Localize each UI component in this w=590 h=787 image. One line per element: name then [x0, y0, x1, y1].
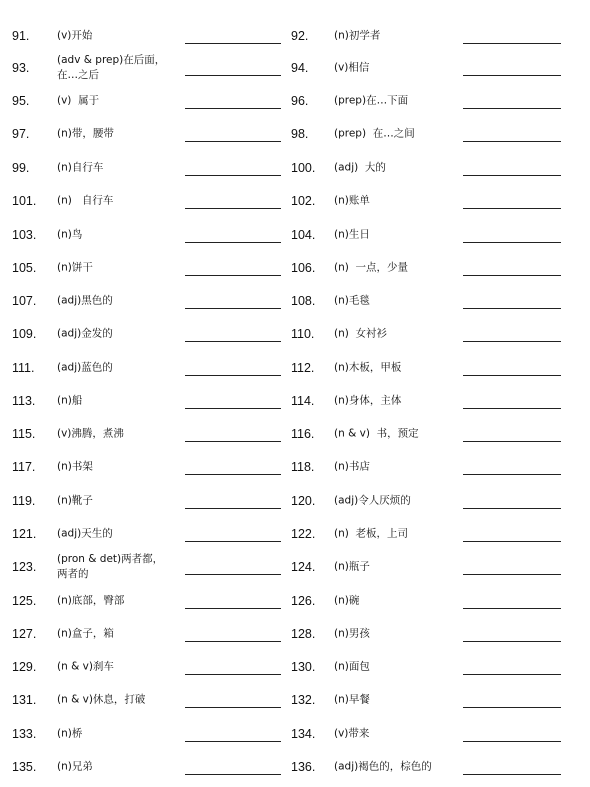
item-number: 102.	[291, 194, 316, 208]
item-number: 92.	[291, 29, 309, 43]
answer-blank[interactable]	[463, 75, 561, 76]
item-number: 105.	[12, 261, 37, 275]
answer-blank[interactable]	[463, 741, 561, 742]
item-number: 103.	[12, 228, 37, 242]
item-definition: (n)兄弟	[57, 760, 93, 773]
answer-blank[interactable]	[463, 375, 561, 376]
item-definition: (n) 老板，上司	[334, 527, 409, 540]
answer-blank[interactable]	[463, 674, 561, 675]
item-definition: (adj) 大的	[334, 161, 386, 174]
vocab-item	[0, 21, 590, 51]
item-number: 93.	[12, 61, 30, 75]
item-definition: (n)生日	[334, 228, 370, 241]
vocab-item	[0, 685, 590, 715]
item-number: 100.	[291, 161, 316, 175]
item-number: 98.	[291, 127, 309, 141]
item-definition: (n)瓶子	[334, 560, 370, 573]
item-definition: (n)船	[57, 394, 83, 407]
answer-blank[interactable]	[463, 242, 561, 243]
item-number: 130.	[291, 660, 316, 674]
answer-blank[interactable]	[463, 541, 561, 542]
item-number: 134.	[291, 727, 316, 741]
item-definition: (n)靴子	[57, 494, 93, 507]
item-definition: (n)底部，臀部	[57, 594, 125, 607]
item-definition: (n)书店	[334, 460, 370, 473]
answer-blank[interactable]	[463, 608, 561, 609]
item-definition: (adj)黑色的	[57, 294, 113, 307]
item-number: 95.	[12, 94, 30, 108]
vocab-item	[0, 119, 590, 149]
item-definition: (v)开始	[57, 29, 93, 42]
item-number: 96.	[291, 94, 309, 108]
item-number: 111.	[12, 361, 35, 375]
item-definition: (n)盒子，箱	[57, 627, 114, 640]
item-definition: (n)面包	[334, 660, 370, 673]
item-number: 106.	[291, 261, 316, 275]
item-number: 120.	[291, 494, 316, 508]
item-definition: (pron & det)两者都， 两者的	[57, 553, 164, 580]
item-number: 119.	[12, 494, 36, 508]
item-definition: (v) 属于	[57, 94, 100, 107]
item-number: 129.	[12, 660, 37, 674]
answer-blank[interactable]	[463, 707, 561, 708]
vocab-item	[0, 719, 590, 749]
item-number: 118.	[291, 460, 315, 474]
item-definition: (prep) 在…之间	[334, 127, 415, 140]
item-definition: (prep)在…下面	[334, 94, 409, 107]
item-number: 107.	[12, 294, 37, 308]
answer-blank[interactable]	[463, 508, 561, 509]
item-number: 99.	[12, 161, 30, 175]
vocab-item	[0, 386, 590, 416]
vocab-item	[0, 452, 590, 482]
item-number: 97.	[12, 127, 30, 141]
item-definition: (adj)天生的	[57, 527, 113, 540]
item-definition: (v)带来	[334, 727, 370, 740]
item-number: 126.	[291, 594, 316, 608]
answer-blank[interactable]	[463, 43, 561, 44]
item-number: 121.	[12, 527, 37, 541]
item-definition: (n)早餐	[334, 693, 370, 706]
answer-blank[interactable]	[463, 574, 561, 575]
item-definition: (n)账单	[334, 194, 370, 207]
item-definition: (adj)褐色的，棕色的	[334, 760, 432, 773]
item-number: 124.	[291, 560, 316, 574]
answer-blank[interactable]	[463, 408, 561, 409]
item-number: 135.	[12, 760, 37, 774]
item-number: 116.	[291, 427, 315, 441]
item-number: 113.	[12, 394, 36, 408]
item-definition: (n) 一点，少量	[334, 261, 409, 274]
vocab-item	[0, 652, 590, 682]
item-definition: (n)毛毯	[334, 294, 370, 307]
item-definition: (n)身体，主体	[334, 394, 402, 407]
answer-blank[interactable]	[463, 208, 561, 209]
item-definition: (v)相信	[334, 61, 370, 74]
item-number: 101.	[12, 194, 37, 208]
answer-blank[interactable]	[463, 474, 561, 475]
item-definition: (n)书架	[57, 460, 93, 473]
item-definition: (n)男孩	[334, 627, 370, 640]
item-number: 108.	[291, 294, 316, 308]
vocab-item	[0, 353, 590, 383]
item-number: 128.	[291, 627, 316, 641]
answer-blank[interactable]	[463, 774, 561, 775]
item-definition: (n & v)休息，打破	[57, 693, 146, 706]
vocab-item	[0, 619, 590, 649]
item-number: 109.	[12, 327, 37, 341]
item-number: 131.	[12, 693, 37, 707]
answer-blank[interactable]	[463, 341, 561, 342]
item-definition: (adj)金发的	[57, 327, 113, 340]
vocab-item	[0, 86, 590, 116]
item-number: 94.	[291, 61, 309, 75]
item-number: 104.	[291, 228, 316, 242]
item-definition: (n)自行车	[57, 161, 104, 174]
item-number: 123.	[12, 560, 37, 574]
answer-blank[interactable]	[463, 275, 561, 276]
item-number: 125.	[12, 594, 37, 608]
vocab-item	[0, 220, 590, 250]
answer-blank[interactable]	[463, 108, 561, 109]
item-definition: (adv & prep)在后面， 在…之后	[57, 54, 166, 81]
item-definition: (n)饼干	[57, 261, 93, 274]
item-definition: (n) 女衬衫	[334, 327, 388, 340]
item-definition: (n) 自行车	[57, 194, 114, 207]
vocab-item	[0, 153, 590, 183]
item-definition: (n & v)刹车	[57, 660, 114, 673]
item-number: 91.	[12, 29, 30, 43]
item-number: 122.	[291, 527, 316, 541]
item-number: 117.	[12, 460, 36, 474]
item-number: 136.	[291, 760, 316, 774]
vocab-item	[0, 253, 590, 283]
item-number: 115.	[12, 427, 36, 441]
item-definition: (adj)令人厌烦的	[334, 494, 411, 507]
item-number: 112.	[291, 361, 315, 375]
item-number: 114.	[291, 394, 315, 408]
answer-blank[interactable]	[463, 441, 561, 442]
item-definition: (n)鸟	[57, 228, 83, 241]
item-number: 110.	[291, 327, 315, 341]
vocab-item	[0, 186, 590, 216]
vocab-item	[0, 586, 590, 616]
item-definition: (v)沸腾，煮沸	[57, 427, 124, 440]
item-number: 127.	[12, 627, 37, 641]
item-definition: (n)带，腰带	[57, 127, 114, 140]
item-definition: (n)木板，甲板	[334, 361, 402, 374]
vocab-item	[0, 552, 590, 582]
item-definition: (n)初学者	[334, 29, 381, 42]
vocab-item	[0, 53, 590, 83]
item-definition: (n)桥	[57, 727, 83, 740]
vocab-item	[0, 319, 590, 349]
vocab-item	[0, 419, 590, 449]
answer-blank[interactable]	[463, 141, 561, 142]
item-number: 132.	[291, 693, 316, 707]
item-definition: (n)碗	[334, 594, 360, 607]
answer-blank[interactable]	[463, 641, 561, 642]
item-definition: (adj)蓝色的	[57, 361, 113, 374]
item-definition: (n & v) 书，预定	[334, 427, 419, 440]
vocab-item	[0, 519, 590, 549]
answer-blank[interactable]	[463, 308, 561, 309]
vocab-item	[0, 286, 590, 316]
vocab-item	[0, 486, 590, 516]
answer-blank[interactable]	[463, 175, 561, 176]
vocab-item	[0, 752, 590, 782]
item-number: 133.	[12, 727, 37, 741]
